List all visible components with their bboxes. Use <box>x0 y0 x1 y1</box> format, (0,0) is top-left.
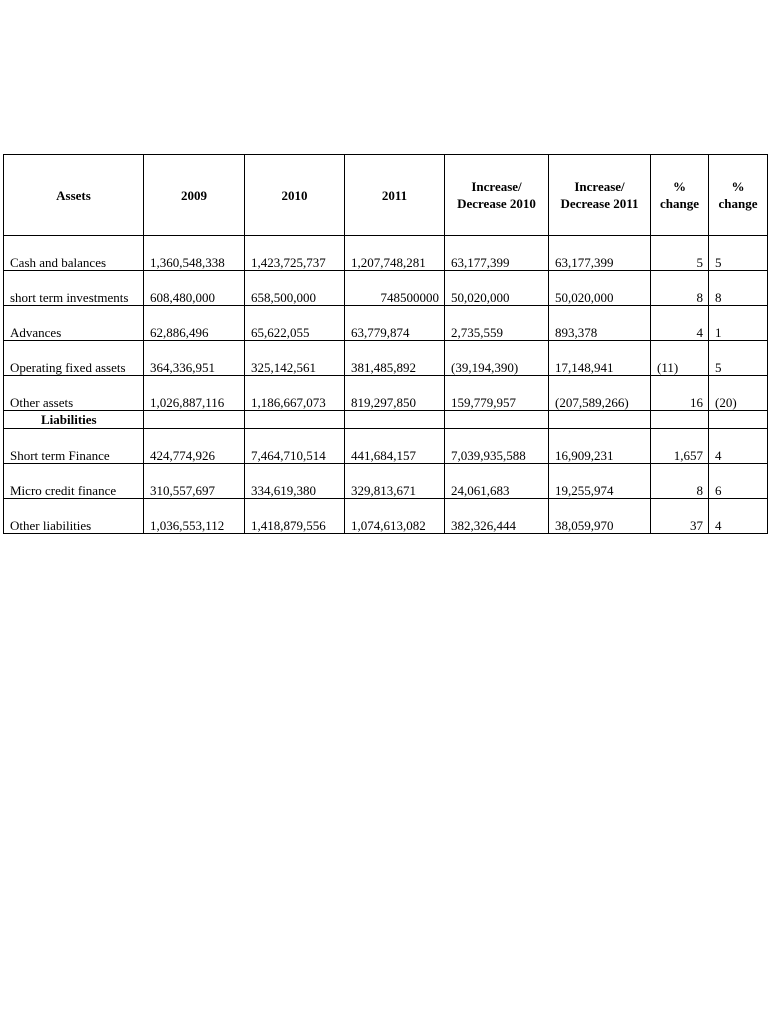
empty-cell <box>549 411 651 429</box>
cell-pct-1: (11) <box>651 341 709 376</box>
cell-pct-1: 1,657 <box>651 429 709 464</box>
section-label: Liabilities <box>4 411 144 429</box>
cell-2009: 424,774,926 <box>144 429 245 464</box>
header-increase-2010: Increase/ Decrease 2010 <box>445 155 549 236</box>
cell-pct-2: 6 <box>709 464 768 499</box>
cell-2011: 441,684,157 <box>345 429 445 464</box>
cell-2009: 1,036,553,112 <box>144 499 245 534</box>
empty-cell <box>245 411 345 429</box>
cell-2010: 7,464,710,514 <box>245 429 345 464</box>
cell-2010: 334,619,380 <box>245 464 345 499</box>
table-row <box>4 429 768 464</box>
cell-pct-1: 16 <box>651 376 709 411</box>
row-label: Other assets <box>4 376 144 411</box>
row-label: Other liabilities <box>4 499 144 534</box>
cell-2010: 1,186,667,073 <box>245 376 345 411</box>
row-label: Short term Finance <box>4 429 144 464</box>
cell-pct-2: 1 <box>709 306 768 341</box>
header-row <box>4 155 768 236</box>
empty-cell <box>651 411 709 429</box>
cell-2010: 325,142,561 <box>245 341 345 376</box>
cell-inc-2011: 893,378 <box>549 306 651 341</box>
row-label: Cash and balances <box>4 236 144 271</box>
row-label: Advances <box>4 306 144 341</box>
empty-cell <box>445 411 549 429</box>
cell-2011: 63,779,874 <box>345 306 445 341</box>
empty-cell <box>345 411 445 429</box>
cell-inc-2011: 16,909,231 <box>549 429 651 464</box>
header-2010: 2010 <box>245 155 345 236</box>
cell-inc-2011: 50,020,000 <box>549 271 651 306</box>
header-pct-change-1: % change <box>651 155 709 236</box>
cell-inc-2011: 17,148,941 <box>549 341 651 376</box>
cell-inc-2011: 19,255,974 <box>549 464 651 499</box>
cell-2009: 364,336,951 <box>144 341 245 376</box>
cell-inc-2011: 63,177,399 <box>549 236 651 271</box>
cell-2010: 1,423,725,737 <box>245 236 345 271</box>
cell-2011: 819,297,850 <box>345 376 445 411</box>
table-row <box>4 271 768 306</box>
table-row <box>4 499 768 534</box>
row-label: short term investments <box>4 271 144 306</box>
cell-inc-2011: 38,059,970 <box>549 499 651 534</box>
cell-2010: 658,500,000 <box>245 271 345 306</box>
table-row <box>4 306 768 341</box>
header-2009: 2009 <box>144 155 245 236</box>
cell-2011: 381,485,892 <box>345 341 445 376</box>
header-2011: 2011 <box>345 155 445 236</box>
cell-2009: 62,886,496 <box>144 306 245 341</box>
cell-inc-2010: 2,735,559 <box>445 306 549 341</box>
table-row <box>4 376 768 411</box>
cell-inc-2010: 159,779,957 <box>445 376 549 411</box>
cell-pct-1: 4 <box>651 306 709 341</box>
cell-2010: 65,622,055 <box>245 306 345 341</box>
row-label: Operating fixed assets <box>4 341 144 376</box>
cell-2009: 310,557,697 <box>144 464 245 499</box>
header-increase-2011: Increase/ Decrease 2011 <box>549 155 651 236</box>
cell-inc-2010: 50,020,000 <box>445 271 549 306</box>
cell-inc-2011: (207,589,266) <box>549 376 651 411</box>
header-assets: Assets <box>4 155 144 236</box>
cell-pct-1: 8 <box>651 464 709 499</box>
cell-pct-2: 5 <box>709 236 768 271</box>
cell-pct-2: (20) <box>709 376 768 411</box>
cell-inc-2010: 24,061,683 <box>445 464 549 499</box>
cell-2011: 1,074,613,082 <box>345 499 445 534</box>
cell-2011: 329,813,671 <box>345 464 445 499</box>
empty-cell <box>709 411 768 429</box>
cell-inc-2010: (39,194,390) <box>445 341 549 376</box>
cell-pct-2: 4 <box>709 429 768 464</box>
cell-inc-2010: 382,326,444 <box>445 499 549 534</box>
row-label: Micro credit finance <box>4 464 144 499</box>
empty-cell <box>144 411 245 429</box>
financial-table <box>3 154 768 534</box>
table-row <box>4 341 768 376</box>
cell-2009: 1,360,548,338 <box>144 236 245 271</box>
cell-pct-2: 8 <box>709 271 768 306</box>
cell-pct-1: 37 <box>651 499 709 534</box>
cell-pct-2: 5 <box>709 341 768 376</box>
section-row <box>4 411 768 429</box>
table-row <box>4 236 768 271</box>
cell-inc-2010: 7,039,935,588 <box>445 429 549 464</box>
cell-2010: 1,418,879,556 <box>245 499 345 534</box>
cell-2009: 1,026,887,116 <box>144 376 245 411</box>
cell-pct-1: 8 <box>651 271 709 306</box>
cell-inc-2010: 63,177,399 <box>445 236 549 271</box>
cell-pct-1: 5 <box>651 236 709 271</box>
table-row <box>4 464 768 499</box>
cell-2009: 608,480,000 <box>144 271 245 306</box>
cell-2011: 748500000 <box>345 271 445 306</box>
cell-pct-2: 4 <box>709 499 768 534</box>
cell-2011: 1,207,748,281 <box>345 236 445 271</box>
header-pct-change-2: % change <box>709 155 768 236</box>
